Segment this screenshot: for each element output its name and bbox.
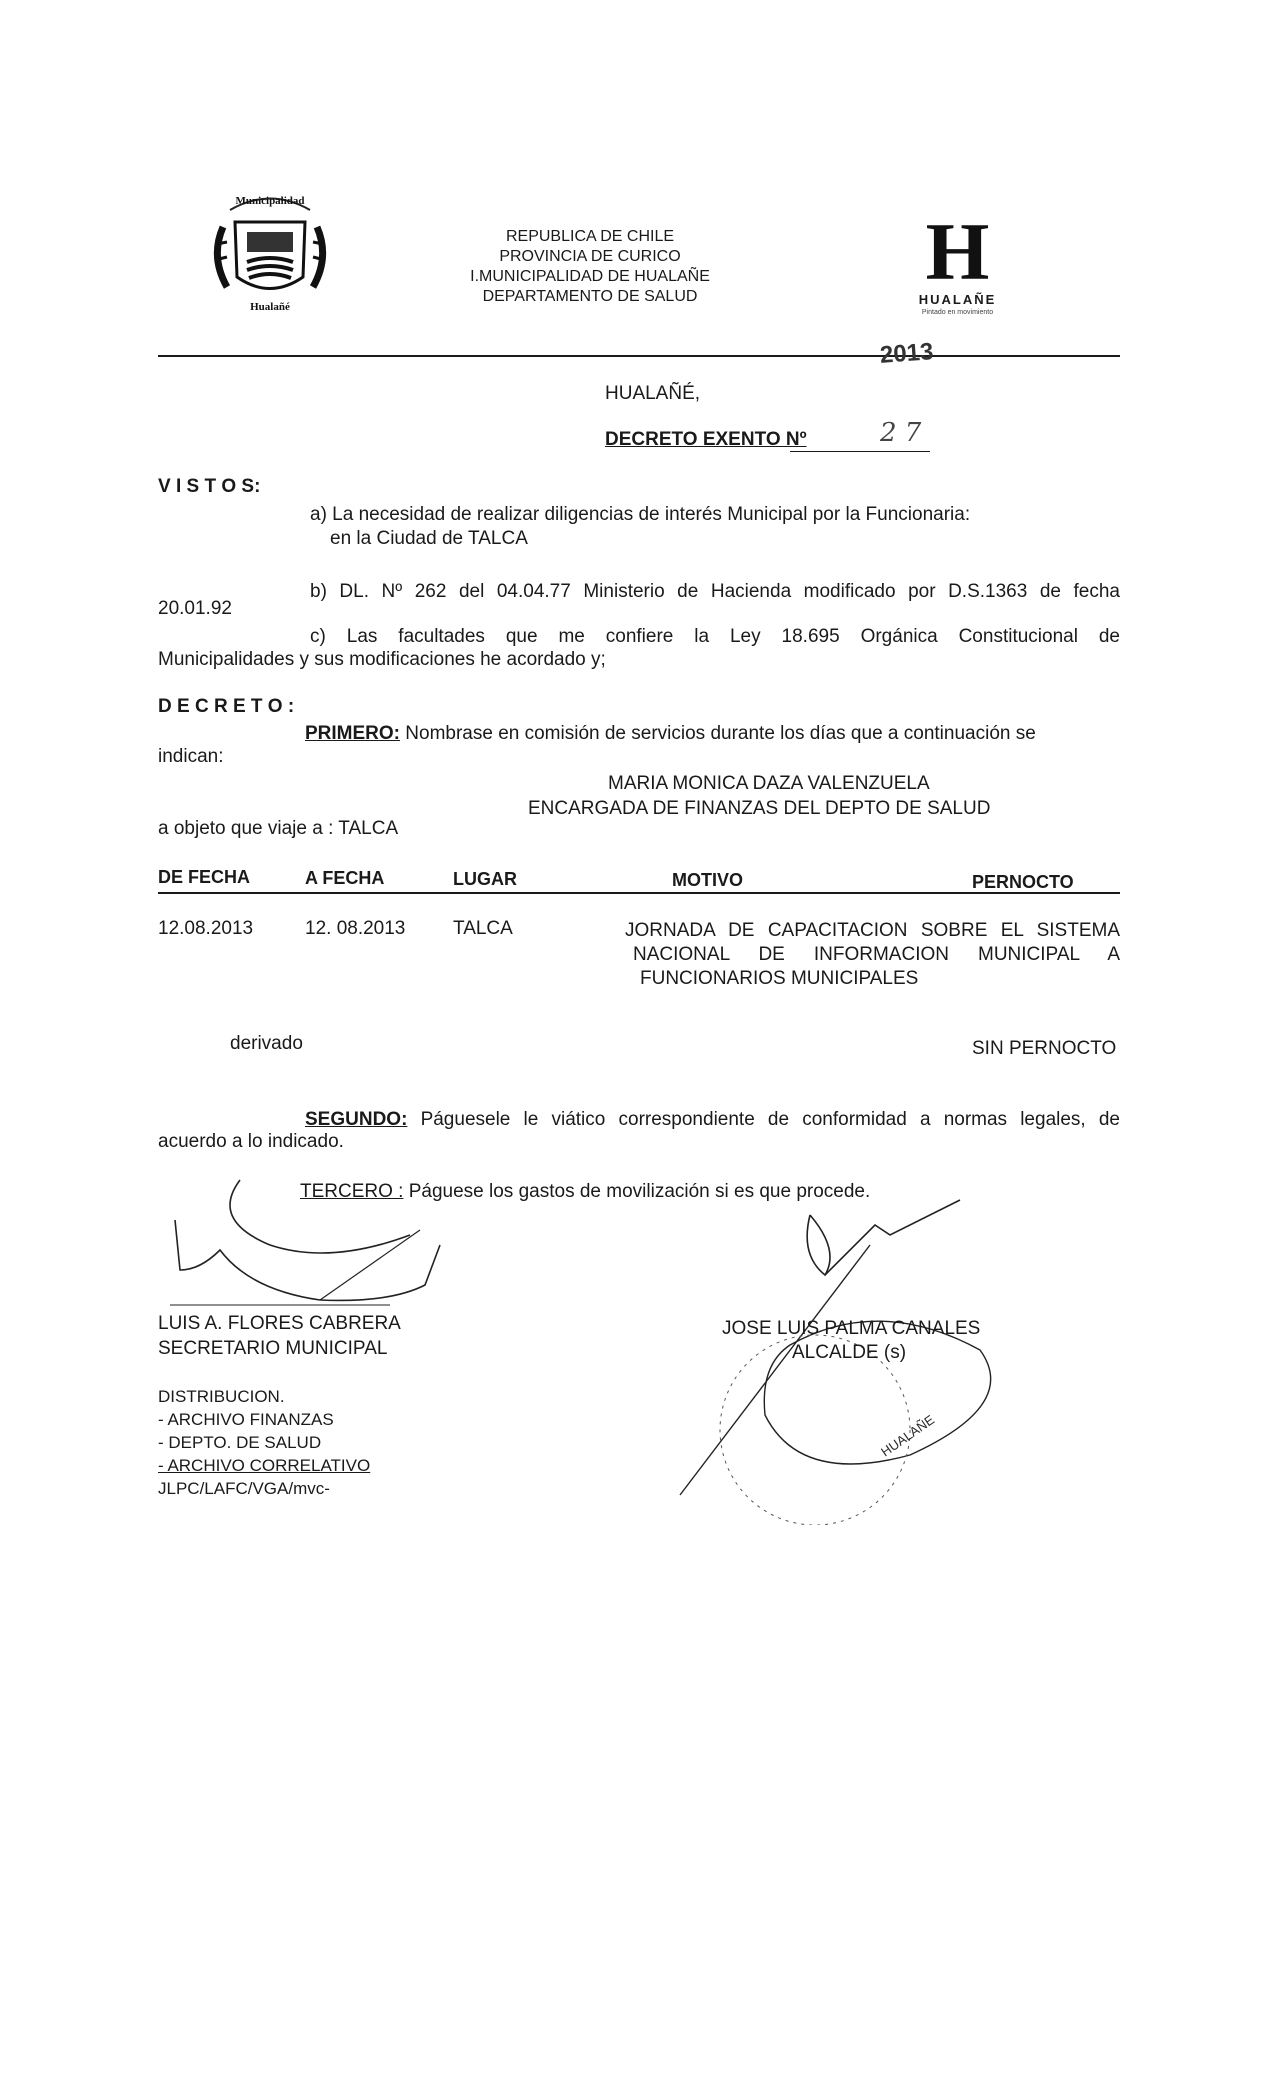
travel-destination: a objeto que viaje a : TALCA	[158, 818, 399, 839]
distribution-item: - ARCHIVO FINANZAS	[158, 1410, 334, 1429]
municipal-seal-logo	[205, 182, 335, 317]
primero-line	[305, 722, 1120, 746]
left-signature	[160, 1175, 460, 1325]
vistos-c-line2: Municipalidades y sus modificaciones he acordado y;	[158, 649, 606, 670]
right-signatory-title: ALCALDE (s)	[792, 1342, 907, 1363]
vistos-heading: V I S T O S:	[158, 476, 261, 497]
distribution-item: - DEPTO. DE SALUD	[158, 1433, 322, 1452]
distribution-heading: DISTRIBUCION.	[158, 1387, 285, 1406]
primero-text-2: indican:	[158, 746, 224, 767]
vistos-a-line2: en la Ciudad de TALCA	[330, 528, 528, 549]
distribution-item: - ARCHIVO CORRELATIVO	[158, 1456, 371, 1475]
segundo-label: SEGUNDO:	[305, 1109, 408, 1130]
distribution-initials: JLPC/LAFC/VGA/mvc-	[158, 1479, 330, 1498]
left-signatory-name: LUIS A. FLORES CABRERA	[158, 1313, 401, 1334]
col-header-lugar: LUGAR	[453, 869, 517, 889]
table-header-rule	[158, 892, 1120, 894]
segundo-line1	[305, 1108, 1120, 1132]
hualane-brand-logo	[905, 206, 1010, 317]
col-header-pernocto: PERNOCTO	[972, 872, 1074, 892]
brand-mark: H	[925, 206, 990, 297]
primero-text: Nombrase en comisión de servicios durante los días que a continuación se	[400, 723, 1036, 744]
row-a-fecha: 12. 08.2013	[305, 918, 406, 939]
derivado-label: derivado	[230, 1033, 303, 1054]
brand-name: HUALAÑE	[918, 292, 997, 307]
brand-tagline: Pintado en movimiento	[921, 309, 994, 316]
header-line-3: I.MUNICIPALIDAD DE HUALAÑE	[470, 268, 710, 285]
tercero-label: TERCERO :	[300, 1181, 404, 1202]
decree-number-handwritten: 2 7	[880, 418, 922, 448]
stamp-text: HUALAÑE	[878, 1411, 938, 1460]
vistos-a-line1: a) La necesidad de realizar diligencias de interés Municipal por la Funcionaria:	[310, 504, 971, 525]
col-header-de-fecha: DE FECHA	[158, 867, 251, 887]
decree-number-underline	[790, 451, 930, 452]
row-lugar: TALCA	[453, 918, 513, 939]
row-de-fecha: 12.08.2013	[158, 918, 254, 939]
vistos-b-line2: 20.01.92	[158, 598, 232, 619]
vistos-b-line1: b) DL. Nº 262 del 04.04.77 Ministerio de Hacienda modificado por D.S.1363 de fecha	[310, 581, 1120, 602]
decreto-heading: D E C R E T O :	[158, 696, 295, 717]
decree-label: DECRETO EXENTO Nº	[605, 429, 807, 450]
vistos-c-line1: c) Las facultades que me confiere la Ley 18.695 Orgánica Constitucional de	[310, 626, 1120, 647]
institution-header	[440, 227, 740, 307]
col-header-motivo: MOTIVO	[672, 870, 743, 890]
row-motivo-line2: NACIONAL DE INFORMACION MUNICIPAL A	[633, 944, 1120, 965]
header-divider	[158, 355, 1120, 357]
primero-label: PRIMERO:	[305, 723, 400, 744]
col-header-a-fecha: A FECHA	[305, 868, 385, 888]
distribution-block	[158, 1385, 370, 1500]
place-line: HUALAÑÉ,	[605, 383, 701, 404]
header-line-4: DEPARTAMENTO DE SALUD	[482, 288, 698, 305]
pernocto-value: SIN PERNOCTO	[972, 1038, 1117, 1059]
row-motivo-line1: JORNADA DE CAPACITACION SOBRE EL SISTEMA	[625, 920, 1120, 941]
seal-top-text: Municipalidad	[235, 195, 305, 207]
person-name: MARIA MONICA DAZA VALENZUELA	[608, 773, 930, 794]
row-motivo-line3: FUNCIONARIOS MUNICIPALES	[640, 968, 919, 989]
left-signatory-title: SECRETARIO MUNICIPAL	[158, 1338, 388, 1359]
header-line-1: REPUBLICA DE CHILE	[505, 228, 675, 245]
person-role: ENCARGADA DE FINANZAS DEL DEPTO DE SALUD	[528, 798, 991, 819]
right-signatory-name: JOSE LUIS PALMA CANALES	[722, 1318, 981, 1339]
received-stamp-year: 2013	[879, 338, 935, 369]
segundo-text-1: Páguesele le viático correspondiente de conformidad a normas legales, de	[407, 1109, 1120, 1130]
seal-bottom-text: Hualañé	[250, 301, 290, 313]
segundo-text-2: acuerdo a lo indicado.	[158, 1131, 344, 1152]
tercero-text: Páguese los gastos de movilización si es que procede.	[403, 1181, 871, 1202]
header-line-2: PROVINCIA DE CURICO	[499, 248, 681, 265]
